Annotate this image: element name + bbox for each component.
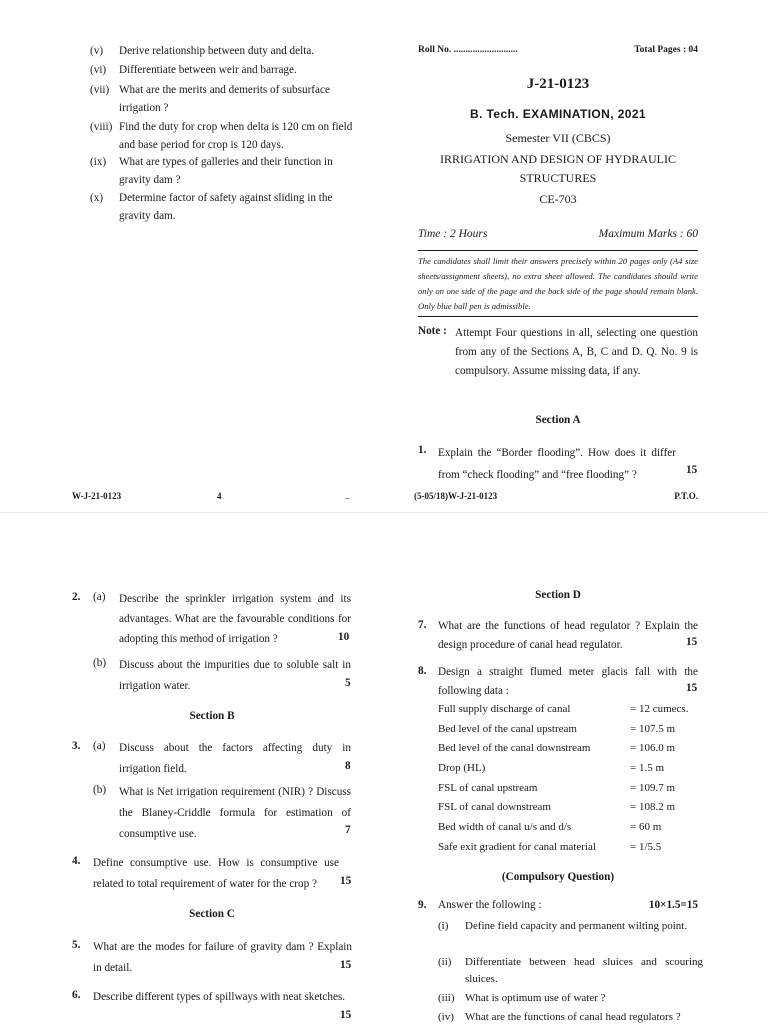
design-data-row: [438, 797, 702, 817]
question-9-marks: 10×1.5=15: [648, 899, 698, 911]
design-data-row: [438, 719, 702, 739]
data-value: = 1.5 m: [630, 762, 665, 774]
question-2b-marks: 5: [345, 677, 351, 689]
question-2b-text: Discuss about the impurities due to soluble salt in irrigation water.: [119, 659, 351, 692]
question-text: Find the duty for crop when delta is 120 cm on field and base period for crop is 120 days.: [119, 121, 353, 151]
part-number: (i): [438, 920, 449, 932]
question-8-text: Design a straight flumed meter glacis fall with the following data :: [438, 666, 698, 697]
part-text: Define field capacity and permanent wilting point.: [465, 920, 688, 932]
question-v: [90, 42, 358, 60]
part-number: (ii): [438, 956, 452, 968]
question-1-text: Explain the “Border flooding”. How does it differ from “check flooding” and “free flooding” ?: [438, 447, 676, 481]
data-value: = 107.5 m: [630, 723, 676, 735]
question-vii: [90, 81, 358, 117]
pto-label: P.T.O.: [674, 491, 698, 501]
data-label: Safe exit gradient for canal material: [438, 841, 596, 853]
question-viii: [90, 118, 358, 154]
total-pages: Total Pages : 04: [634, 45, 698, 55]
page-bottom: [0, 512, 768, 1025]
question-8-number: 8.: [418, 665, 427, 677]
question-9-part: [438, 918, 703, 954]
question-2a-marks: 10: [338, 631, 350, 643]
question-4-number: 4.: [72, 855, 81, 867]
data-label: Bed width of canal u/s and d/s: [438, 821, 572, 833]
footer-code: W-J-21-0123: [72, 491, 122, 501]
course-code: CE-703: [539, 192, 577, 206]
question-7-number: 7.: [418, 619, 427, 631]
compulsory-heading: (Compulsory Question): [501, 871, 615, 883]
question-9-part: [438, 954, 703, 990]
question-text: What are types of galleries and their function in gravity dam ?: [119, 156, 333, 186]
page-top: [0, 0, 768, 512]
question-9-number: 9.: [418, 899, 427, 911]
question-9-part: [438, 1009, 703, 1025]
data-label: Bed level of the canal upstream: [438, 723, 577, 735]
instructions-bottom-rule: [418, 316, 698, 317]
semester: Semester VII (CBCS): [505, 131, 611, 145]
footer-code: (5-05/18)W-J-21-0123: [414, 491, 498, 501]
design-data-row: [438, 699, 702, 719]
part-text: What is optimum use of water ?: [465, 992, 606, 1004]
note-label: Note :: [418, 325, 447, 337]
data-label: Full supply discharge of canal: [438, 703, 571, 715]
question-3a-label: (a): [93, 740, 106, 752]
subject-line-2: STRUCTURES: [519, 171, 597, 185]
exam-time: Time : 2 Hours: [418, 228, 488, 240]
data-value: = 12 cumecs.: [630, 703, 689, 715]
question-5-text: What are the modes for failure of gravity dam ? Explain in detail.: [93, 941, 352, 974]
design-data-row: [438, 837, 702, 857]
question-4-marks: 15: [340, 875, 352, 887]
question-text: Derive relationship between duty and delta.: [119, 45, 315, 57]
paper-code: J-21-0123: [526, 76, 590, 92]
question-text: Determine factor of safety against sliding in the gravity dam.: [119, 192, 333, 222]
maximum-marks: Maximum Marks : 60: [598, 228, 698, 240]
question-1-number: 1.: [418, 444, 427, 456]
question-vi: [90, 61, 358, 79]
question-number: (vii): [90, 84, 110, 96]
part-number: (iii): [438, 992, 455, 1004]
question-5-marks: 15: [340, 959, 352, 971]
question-3b-label: (b): [93, 784, 107, 796]
design-data-row: [438, 778, 702, 798]
question-3a-text: Discuss about the factors affecting duty in irrigation field.: [119, 742, 351, 775]
question-6-text: Describe different types of spillways with neat sketches.: [93, 991, 346, 1003]
question-1-marks: 15: [686, 464, 698, 476]
note-text: Attempt Four questions in all, selecting one question from any of the Sections A, B, C and D. Q. No. 9 is compulsory. Assume missing data, if any.: [455, 327, 698, 377]
section-d-heading: Section D: [535, 589, 581, 601]
question-2b-label: (b): [93, 657, 107, 669]
question-9-part: [438, 990, 703, 1008]
question-8-marks: 15: [686, 682, 698, 694]
question-5-number: 5.: [72, 939, 81, 951]
question-number: (viii): [90, 121, 113, 133]
question-number: (vi): [90, 64, 107, 76]
question-number: (v): [90, 45, 104, 57]
question-6-number: 6.: [72, 989, 81, 1001]
section-b-heading: Section B: [189, 710, 235, 722]
data-value: = 1/5.5: [630, 841, 662, 853]
part-text: What are the functions of canal head regulators ?: [465, 1011, 681, 1023]
data-value: = 106.0 m: [630, 742, 676, 754]
candidate-instructions: The candidates shall limit their answers precisely within 20 pages only (A4 size sheets/assignment sheets), no extra sheet allowed. The candidates should write only on one side of the page and the back side of the page should remain blank. Only blue ball pen is admissible.: [418, 256, 698, 311]
data-value: = 108.2 m: [630, 801, 676, 813]
design-data-row: [438, 738, 702, 758]
question-3b-marks: 7: [345, 824, 351, 836]
footer-dash: –: [345, 493, 350, 503]
question-number: (x): [90, 192, 104, 204]
question-3a-marks: 8: [345, 760, 351, 772]
question-9-text: Answer the following :: [438, 899, 542, 911]
question-2-number: 2.: [72, 591, 81, 603]
question-ix: [90, 153, 358, 189]
question-2a-label: (a): [93, 591, 106, 603]
part-number: (iv): [438, 1011, 454, 1023]
question-text: What are the merits and demerits of subsurface irrigation ?: [119, 84, 330, 114]
question-4-text: Define consumptive use. How is consumptive use related to total requirement of water for the crop ?: [93, 857, 339, 890]
part-text: Differentiate between head sluices and scouring sluices.: [465, 956, 703, 985]
design-data-row: [438, 758, 702, 778]
data-label: FSL of canal downstream: [438, 801, 551, 813]
design-data-row: [438, 817, 702, 837]
question-7-text: What are the functions of head regulator ? Explain the design procedure of canal head regulator.: [438, 620, 698, 651]
instructions-top-rule: [418, 250, 698, 251]
question-2a-text: Describe the sprinkler irrigation system and its advantages. What are the favourable conditions for adopting this method of irrigation ?: [119, 593, 351, 645]
footer-page-number: 4: [217, 491, 222, 501]
subject-line-1: IRRIGATION AND DESIGN OF HYDRAULIC: [440, 152, 676, 166]
data-value: = 109.7 m: [630, 782, 676, 794]
question-number: (ix): [90, 156, 107, 168]
question-7-marks: 15: [686, 636, 698, 648]
section-a-heading: Section A: [535, 414, 581, 426]
roll-number: Roll No. ...........................: [418, 45, 518, 55]
question-text: Differentiate between weir and barrage.: [119, 64, 297, 76]
question-3b-text: What is Net irrigation requirement (NIR) ? Discuss the Blaney-Criddle formula for estimation of consumptive use.: [119, 786, 351, 840]
question-3-number: 3.: [72, 740, 81, 752]
data-label: Drop (HL): [438, 762, 486, 774]
question-x: [90, 189, 358, 225]
exam-title: B. Tech. EXAMINATION, 2021: [470, 107, 646, 121]
question-6-marks: 15: [340, 1009, 352, 1021]
data-label: Bed level of the canal downstream: [438, 742, 591, 754]
section-c-heading: Section C: [189, 908, 235, 920]
data-label: FSL of canal upstream: [438, 782, 538, 794]
data-value: = 60 m: [630, 821, 662, 833]
